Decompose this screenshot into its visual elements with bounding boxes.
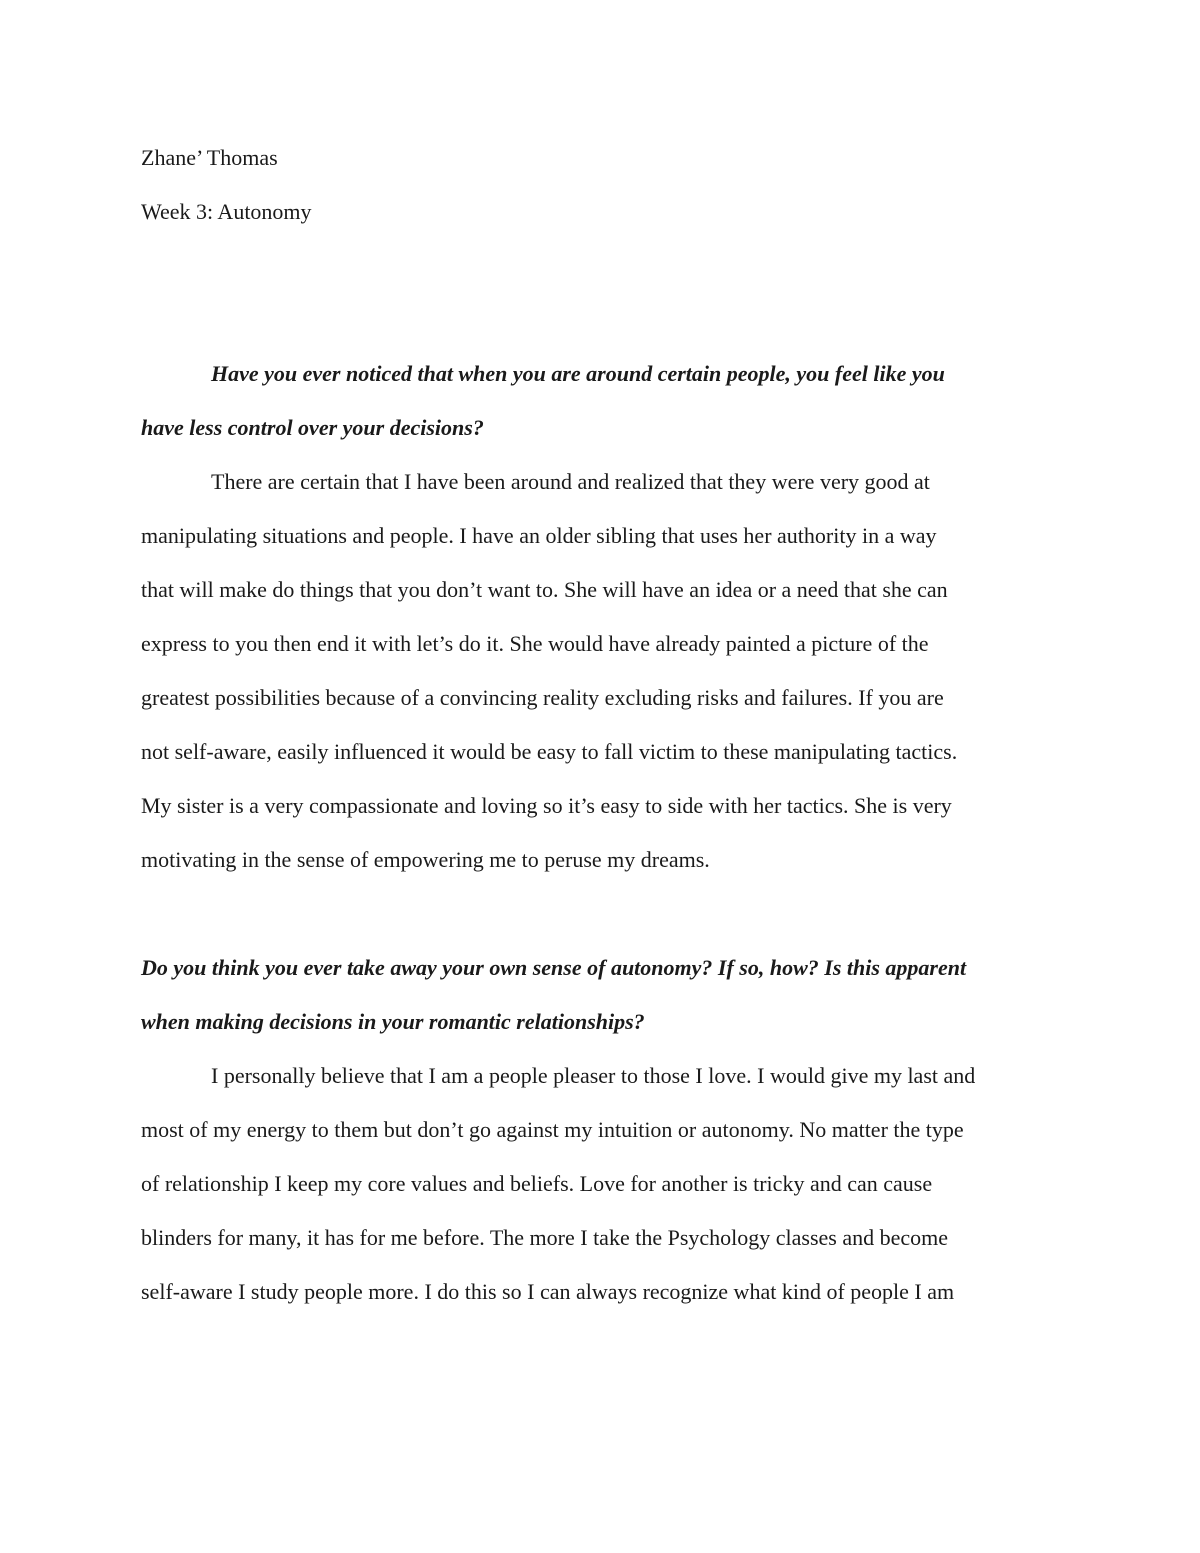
- answer-1-line-8: motivating in the sense of empowering me to peruse my dreams.: [141, 847, 710, 872]
- answer-1: [141, 455, 1061, 887]
- question-1-line-1: Have you ever noticed that when you are around certain people, you feel like you: [211, 361, 945, 386]
- question-1: [141, 347, 1061, 455]
- answer-1-line-2: manipulating situations and people. I have an older sibling that uses her authority in a way: [141, 523, 937, 548]
- blank-space: [141, 887, 1061, 941]
- answer-2: [141, 1049, 1061, 1319]
- answer-1-line-3: that will make do things that you don’t want to. She will have an idea or a need that she can: [141, 577, 948, 602]
- answer-2-line-2: most of my energy to them but don’t go against my intuition or autonomy. No matter the type: [141, 1117, 964, 1142]
- question-1-line-2: have less control over your decisions?: [141, 415, 484, 440]
- answer-2-line-3: of relationship I keep my core values and beliefs. Love for another is tricky and can cause: [141, 1171, 933, 1196]
- question-2: [141, 941, 1061, 1049]
- answer-1-line-4: express to you then end it with let’s do it. She would have already painted a picture of the: [141, 631, 929, 656]
- assignment-title: Week 3: Autonomy: [141, 199, 312, 224]
- answer-2-line-5: self-aware I study people more. I do this so I can always recognize what kind of people I am: [141, 1279, 955, 1304]
- author-name: Zhane’ Thomas: [141, 145, 278, 170]
- answer-1-line-6: not self-aware, easily influenced it would be easy to fall victim to these manipulating tactics.: [141, 739, 958, 764]
- question-2-line-2: when making decisions in your romantic relationships?: [141, 1009, 645, 1034]
- answer-2-line-1: I personally believe that I am a people pleaser to those I love. I would give my last and: [211, 1063, 976, 1088]
- answer-2-line-4: blinders for many, it has for me before. The more I take the Psychology classes and become: [141, 1225, 949, 1250]
- answer-1-line-7: My sister is a very compassionate and loving so it’s easy to side with her tactics. She is very: [141, 793, 952, 818]
- document-body: [141, 131, 1061, 1319]
- answer-1-line-5: greatest possibilities because of a convincing reality excluding risks and failures. If you are: [141, 685, 944, 710]
- blank-space: [141, 239, 1061, 347]
- answer-1-line-1: There are certain that I have been around and realized that they were very good at: [211, 469, 930, 494]
- question-2-line-1: Do you think you ever take away your own sense of autonomy? If so, how? Is this apparent: [141, 955, 967, 980]
